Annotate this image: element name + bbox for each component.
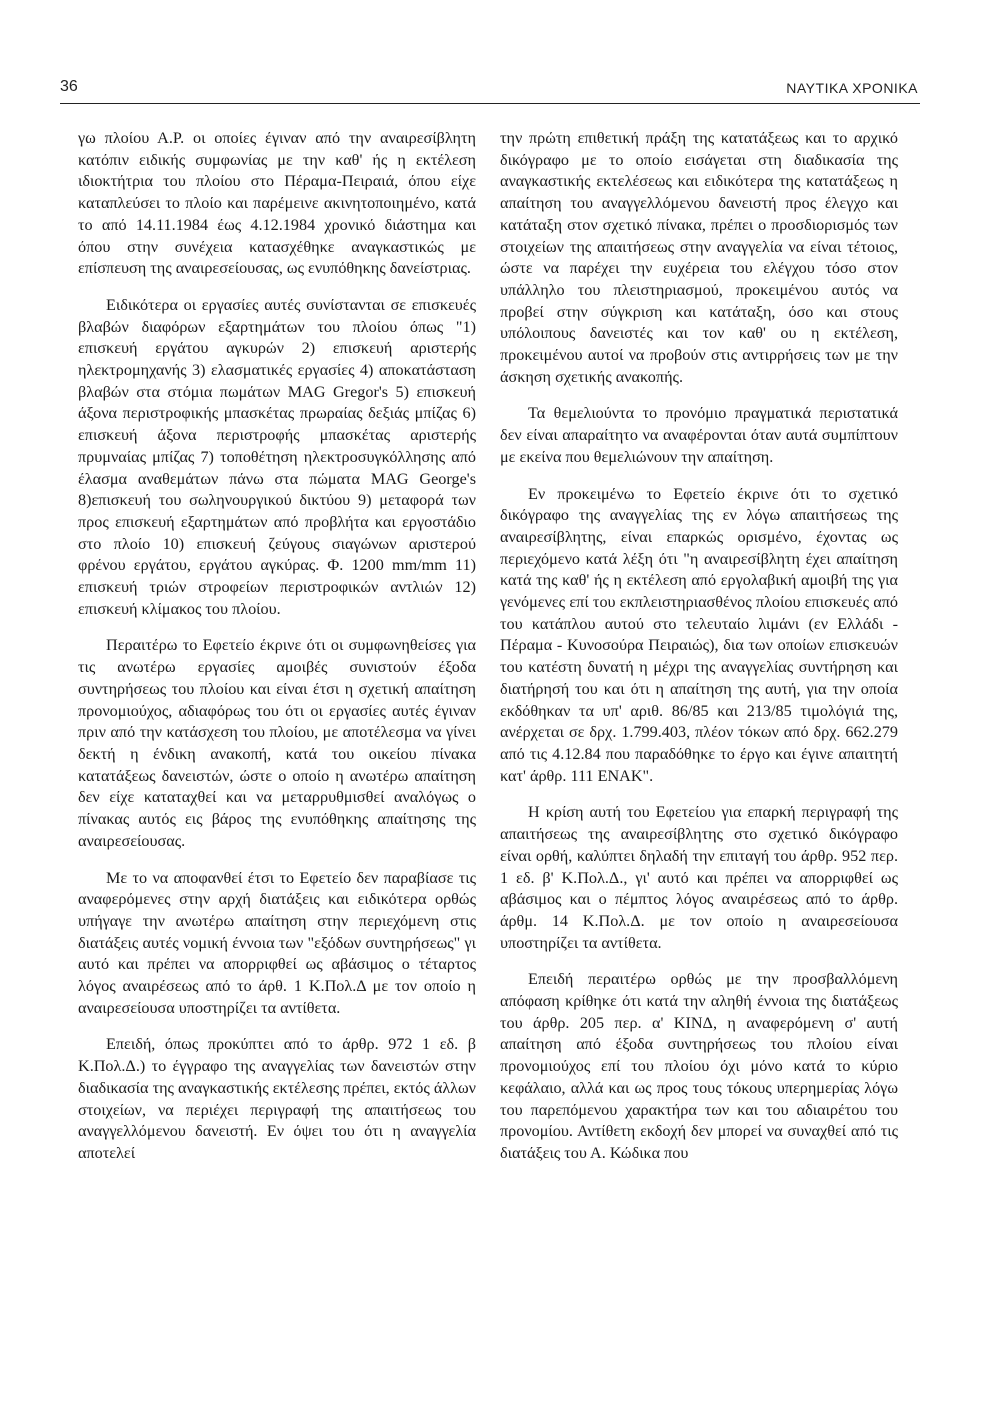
paragraph: Εν προκειμένω το Εφετείο έκρινε ότι το σχετικό δικόγραφο της αναγγελίας της εν λόγω απαιτήσεως της αναιρεσίβλητης, είναι επαρκώς ορισμένο, έχοντας ως περιεχόμενο κατά λέξη ότι "η αναιρεσίβλητη έχει απαίτηση κατά της καθ' ής η εκτέλεση από εργολαβική αμοιβή της για γενόμενες επί του εκπλειστηριασθένος πλοίου επισκευές από του κατάπλου αυτού στο τελευταίο λιμάνι (εν Ελλάδι - Πέραμα - Κυνοσούρα Πειραιώς), δια των οποίων επισκευών του κατέστη δυνατή η μέχρι της αναγγελίας συντήρηση και διατήρησή του και ότι η απαίτηση της αυτή, για την οποία εκδόθηκαν τα υπ' αριθ. 86/85 και 213/85 τιμολόγιά της, ανέρχεται σε δρχ. 1.799.403, πλέον τόκων από δρχ. 662.279 από τις 4.12.84 που παραδόθηκε το έργο και έγινε απαιτητή κατ' άρθρ. 111 ΕΝΑΚ". <box>500 484 898 785</box>
right-column <box>500 128 898 1180</box>
paragraph: Περαιτέρω το Εφετείο έκρινε ότι οι συμφωνηθείσες για τις ανωτέρω εργασίες αμοιβές συνιστούν έξοδα συντηρήσεως του πλοίου και είναι έτσι η σχετική απαίτηση προνομιούχος, αδιαφόρως του ότι οι εργασίες αυτές έγιναν πριν από την κατάσχεση του πλοίου, με αποτέλεσμα να γίνει δεκτή η ένδικη ανακοπή, κατά του οικείου πίνακα κατατάξεως δανειστών, ώστε ο οποίο η ανωτέρω απαίτηση δεν είχε καταταχθεί και να μεταρρυθμισθεί αναλόγως ο πίνακας αυτός εις βάρος της ενυπόθηκης απαίτησης της αναιρεσείουσας. <box>78 636 476 850</box>
paragraph: την πρώτη επιθετική πράξη της κατατάξεως και το αρχικό δικόγραφο με το οποίο εισάγεται στη διαδικασία της αναγκαστικής εκτελέσεως και ειδικότερα της κατατάξεως η απαίτηση του αναγγελλόμενου δανειστή προς έλεγχο και κατάταξη στον σχετικό πίνακα, πρέπει ο προσδιορισμός των στοιχείων της απαιτήσεως στην αναγγελία να είναι τέτοιος, ώστε να παρέχει την ευχέρεια του ελέγχου τόσο στον υπάλληλο του πλειστηριασμού, προκειμένου αυτός να προβεί στην σύγκριση και κατάταξη, όσο και στους υπόλοιπους δανειστές και τον καθ' ου η εκτέλεση, προκειμένου αυτοί να προβούν στις αντιρρήσεις των με την άσκηση σχετικής ανακοπής. <box>500 129 898 386</box>
paragraph: Επειδή περαιτέρω ορθώς με την προσβαλλόμενη απόφαση κρίθηκε ότι κατά την αληθή έννοια της διατάξεως του άρθρ. 205 περ. α' ΚΙΝΔ, η αναφερόμενη σ' αυτή απαίτηση από έξοδα συντηρήσεως του πλοίου είναι προνομιούχος επί του πλοίου όχι μόνο κατά το κύριο κεφάλαιο, αλλά και ως προς τους τόκους υπερημερίας λόγω του παρεπόμενου χαρακτήρα των και του αδιαιρέτου του προνομίου. Αντίθετη εκδοχή δεν μπορεί να συναχθεί από τις διατάξεις του Α. Κώδικα που <box>500 970 898 1162</box>
paragraph: Τα θεμελιούντα το προνόμιο πραγματικά περιστατικά δεν είναι απαραίτητο να αναφέρονται όταν αυτά συμπίπτουν με εκείνα που θεμελιώνουν την απαίτηση. <box>500 404 898 466</box>
paragraph: Η κρίση αυτή του Εφετείου για επαρκή περιγραφή της απαιτήσεως της αναιρεσίβλητης στο σχετικό δικόγραφο είναι ορθή, καλύπτει δηλαδή την επιταγή του άρθρ. 952 περ. 1 εδ. β' Κ.Πολ.Δ., γι' αυτό και πρέπει να απορριφθεί ως αβάσιμος και ο πέμπτος λόγος αναιρέσεως από το άρθρ. άρθμ. 14 Κ.Πολ.Δ. με τον οποίο η αναιρεσείουσα υποστηρίζει τα αντίθετα. <box>500 803 898 952</box>
page-number: 36 <box>60 78 78 95</box>
header-divider <box>60 103 920 104</box>
paragraph: Επειδή, όπως προκύπτει από το άρθρ. 972 1 εδ. β Κ.Πολ.Δ.) το έγγραφο της αναγγελίας των δανειστών στην διαδικασία της αναγκαστικής εκτέλεσης πρέπει, εκτός άλλων στοιχείων, να περιέχει περιγραφή της απαιτήσεως του αναγγελλόμενου δανειστή. Εν όψει του ότι η αναγγελία αποτελεί <box>78 1035 476 1162</box>
paragraph: Με το να αποφανθεί έτσι το Εφετείο δεν παραβίασε τις αναφερόμενες στην αρχή διατάξεις και ειδικότερα ορθώς υπήγαγε την ανωτέρω απαίτηση στην περιεχόμενη στις διατάξεις αυτές νομική έννοια των "εξόδων συντηρήσεως" γι αυτό και πρέπει να απορριφθεί ως αβάσιμος ο τέταρτος λόγος αναιρέσεως από το άρθ. 1 Κ.Πολ.Δ με τον οποίο η αναιρεσείουσα υποστηρίζει τα αντίθετα. <box>78 868 476 1017</box>
running-header-title: ΝΑΥΤΙΚΑ ΧΡΟΝΙΚΑ <box>786 80 918 96</box>
paragraph: Ειδικότερα οι εργασίες αυτές συνίστανται σε επισκευές βλαβών διαφόρων εξαρτημάτων του πλοίου όπως "1) επισκευή εργάτου αγκυρών 2) επισκευή αριστερής ηλεκτρομηχανής 3) ελασματικές εργασίες 4) αποκατάσταση βλαβών στα στόμια πωμάτων MAG Gregor's 5) επισκευή άξονα περιστροφικής μπασκέτας πρωραίας δεξιάς μπίζας 6) επισκευή άξονα περιστροφής μπασκέτας αριστερής πρυμναίας μπίζας 7) τοποθέτηση ηλεκτροσυγκόλλησης από έλασμα αναθεμάτων πάνω στα πώματα MAG George's 8)επισκευή του σωληνουργικού δικτύου 9) μεταφορά των προς επισκευή εξαρτημάτων από προβλήτα και εργοστάδιο στο πλοίο 10) επισκευή ζεύγους σιαγώνων αριστερού φρένου εργάτου, εργάτου αγκύρας. Φ. 1200 mm/mm 11) επισκευή τριών στροφείων περιστροφικών αντλιών 12) επισκευή κλίμακος του πλοίου. <box>78 295 476 618</box>
left-column <box>78 128 476 1180</box>
paragraph: γω πλοίου Α.Ρ. οι οποίες έγιναν από την αναιρεσίβλητη κατόπιν ειδικής συμφωνίας με την καθ' ής η εκτέλεση ιδιοκτήτρια του πλοίου στο Πέραμα-Πειραιά, όπου είχε καταπλεύσει το πλοίο και παρέμεινε ακινητοποιημένο, κατά το από 14.11.1984 έως 4.12.1984 χρονικό διάστημα και όπου στην συνέχεια κατασχέθηκε αναγκαστικώς με επίσπευση της αναιρεσείουσας, ως ενυπόθηκης δανείστριας. <box>78 129 476 278</box>
